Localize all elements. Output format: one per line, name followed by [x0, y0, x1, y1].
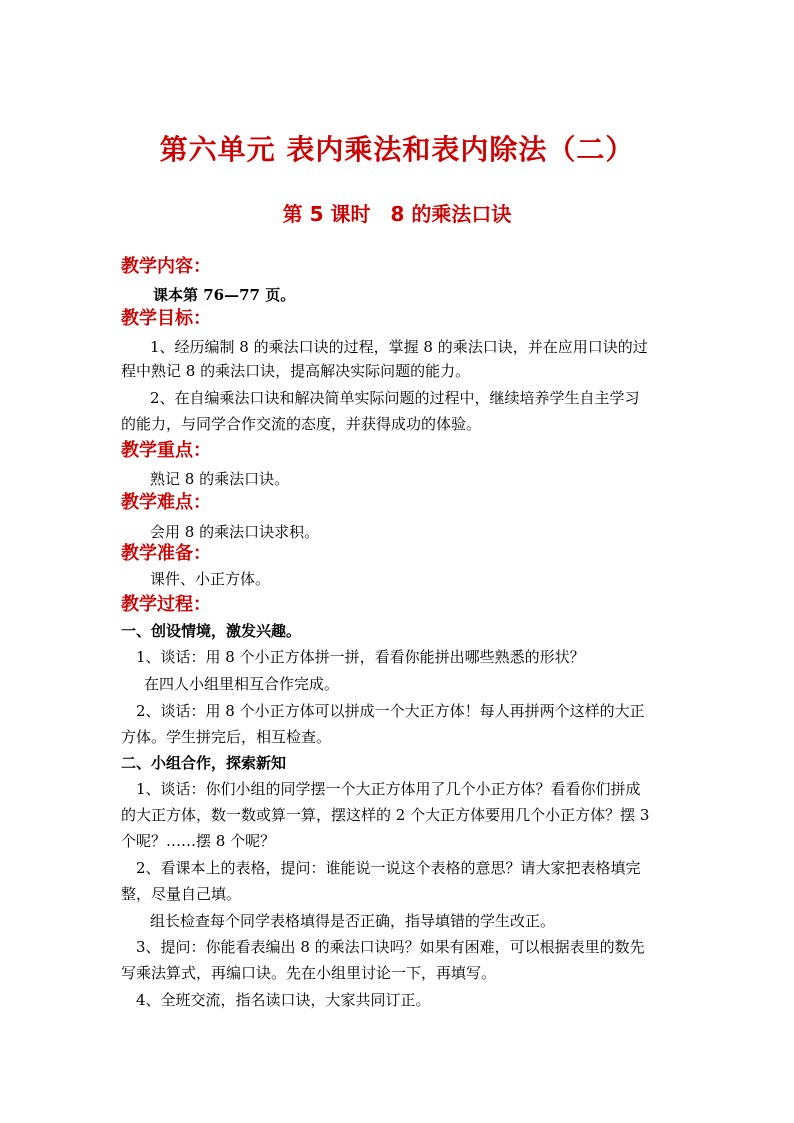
section-2-line-9: 4、全班交流，指名读口诀，大家共同订正。: [136, 991, 431, 1009]
section-2-line-7: 3、提问：你能看表编出 8 的乘法口诀吗？如果有困难，可以根据表里的数先: [136, 938, 645, 956]
heading-process: 教学过程：: [121, 594, 211, 615]
objective-1-line-2: 程中熟记 8 的乘法口诀，提高解决实际问题的能力。: [121, 362, 471, 380]
section-2-line-4: 2、看课本上的表格，提问：谁能说一说这个表格的意思？请大家把表格填完: [136, 859, 641, 877]
section-2-line-3: 个呢？……摆 8 个呢？: [121, 832, 276, 850]
section-2-title: 二、小组合作，探索新知: [121, 754, 287, 772]
section-1-line-2: 在四人小组里相互合作完成。: [144, 675, 340, 693]
objective-2-line-2: 的能力，与同学合作交流的态度，并获得成功的体验。: [121, 415, 482, 433]
section-2-line-8: 写乘法算式，再编口诀。先在小组里讨论一下，再填写。: [121, 964, 497, 982]
objective-1-line-1: 1、经历编制 8 的乘法口诀的过程，掌握 8 的乘法口诀，并在应用口诀的过: [150, 338, 648, 356]
heading-objectives: 教学目标：: [121, 308, 211, 329]
section-2-line-5: 整，尽量自己填。: [121, 885, 242, 903]
content-text: 课本第 76—77 页。: [153, 286, 296, 304]
heading-content: 教学内容：: [121, 256, 211, 277]
section-1-title: 一、创设情境，激发兴趣。: [121, 622, 302, 640]
heading-difficulties: 教学难点：: [121, 492, 211, 513]
section-2-line-2: 的大正方体，数一数或算一算，摆这样的 2 个大正方体要用几个小正方体？摆 3: [121, 806, 650, 824]
lesson-subtitle: 第 5 课时 8 的乘法口诀: [282, 202, 512, 226]
document-title: 第六单元 表内乘法和表内除法（二）: [159, 133, 635, 166]
section-2-line-6: 组长检查每个同学表格填得是否正确，指导填错的学生改正。: [150, 912, 556, 930]
section-2-line-1: 1、谈话：你们小组的同学摆一个大正方体用了几个小正方体？看看你们拼成: [136, 780, 641, 798]
section-1-line-4: 方体。学生拼完后，相互检查。: [121, 728, 332, 746]
section-1-line-1: 1、谈话：用 8 个小正方体拼一拼，看看你能拼出哪些熟悉的形状？: [136, 648, 585, 666]
heading-preparation: 教学准备：: [121, 543, 211, 564]
heading-key-points: 教学重点：: [121, 440, 211, 461]
difficulties-text: 会用 8 的乘法口诀求积。: [150, 523, 320, 541]
preparation-text: 课件、小正方体。: [150, 570, 271, 588]
key-points-text: 熟记 8 的乘法口诀。: [150, 470, 290, 488]
objective-2-line-1: 2、在自编乘法口诀和解决简单实际问题的过程中，继续培养学生自主学习: [150, 389, 640, 407]
section-1-line-3: 2、谈话：用 8 个小正方体可以拼成一个大正方体！每人再拼两个这样的大正: [136, 702, 645, 720]
